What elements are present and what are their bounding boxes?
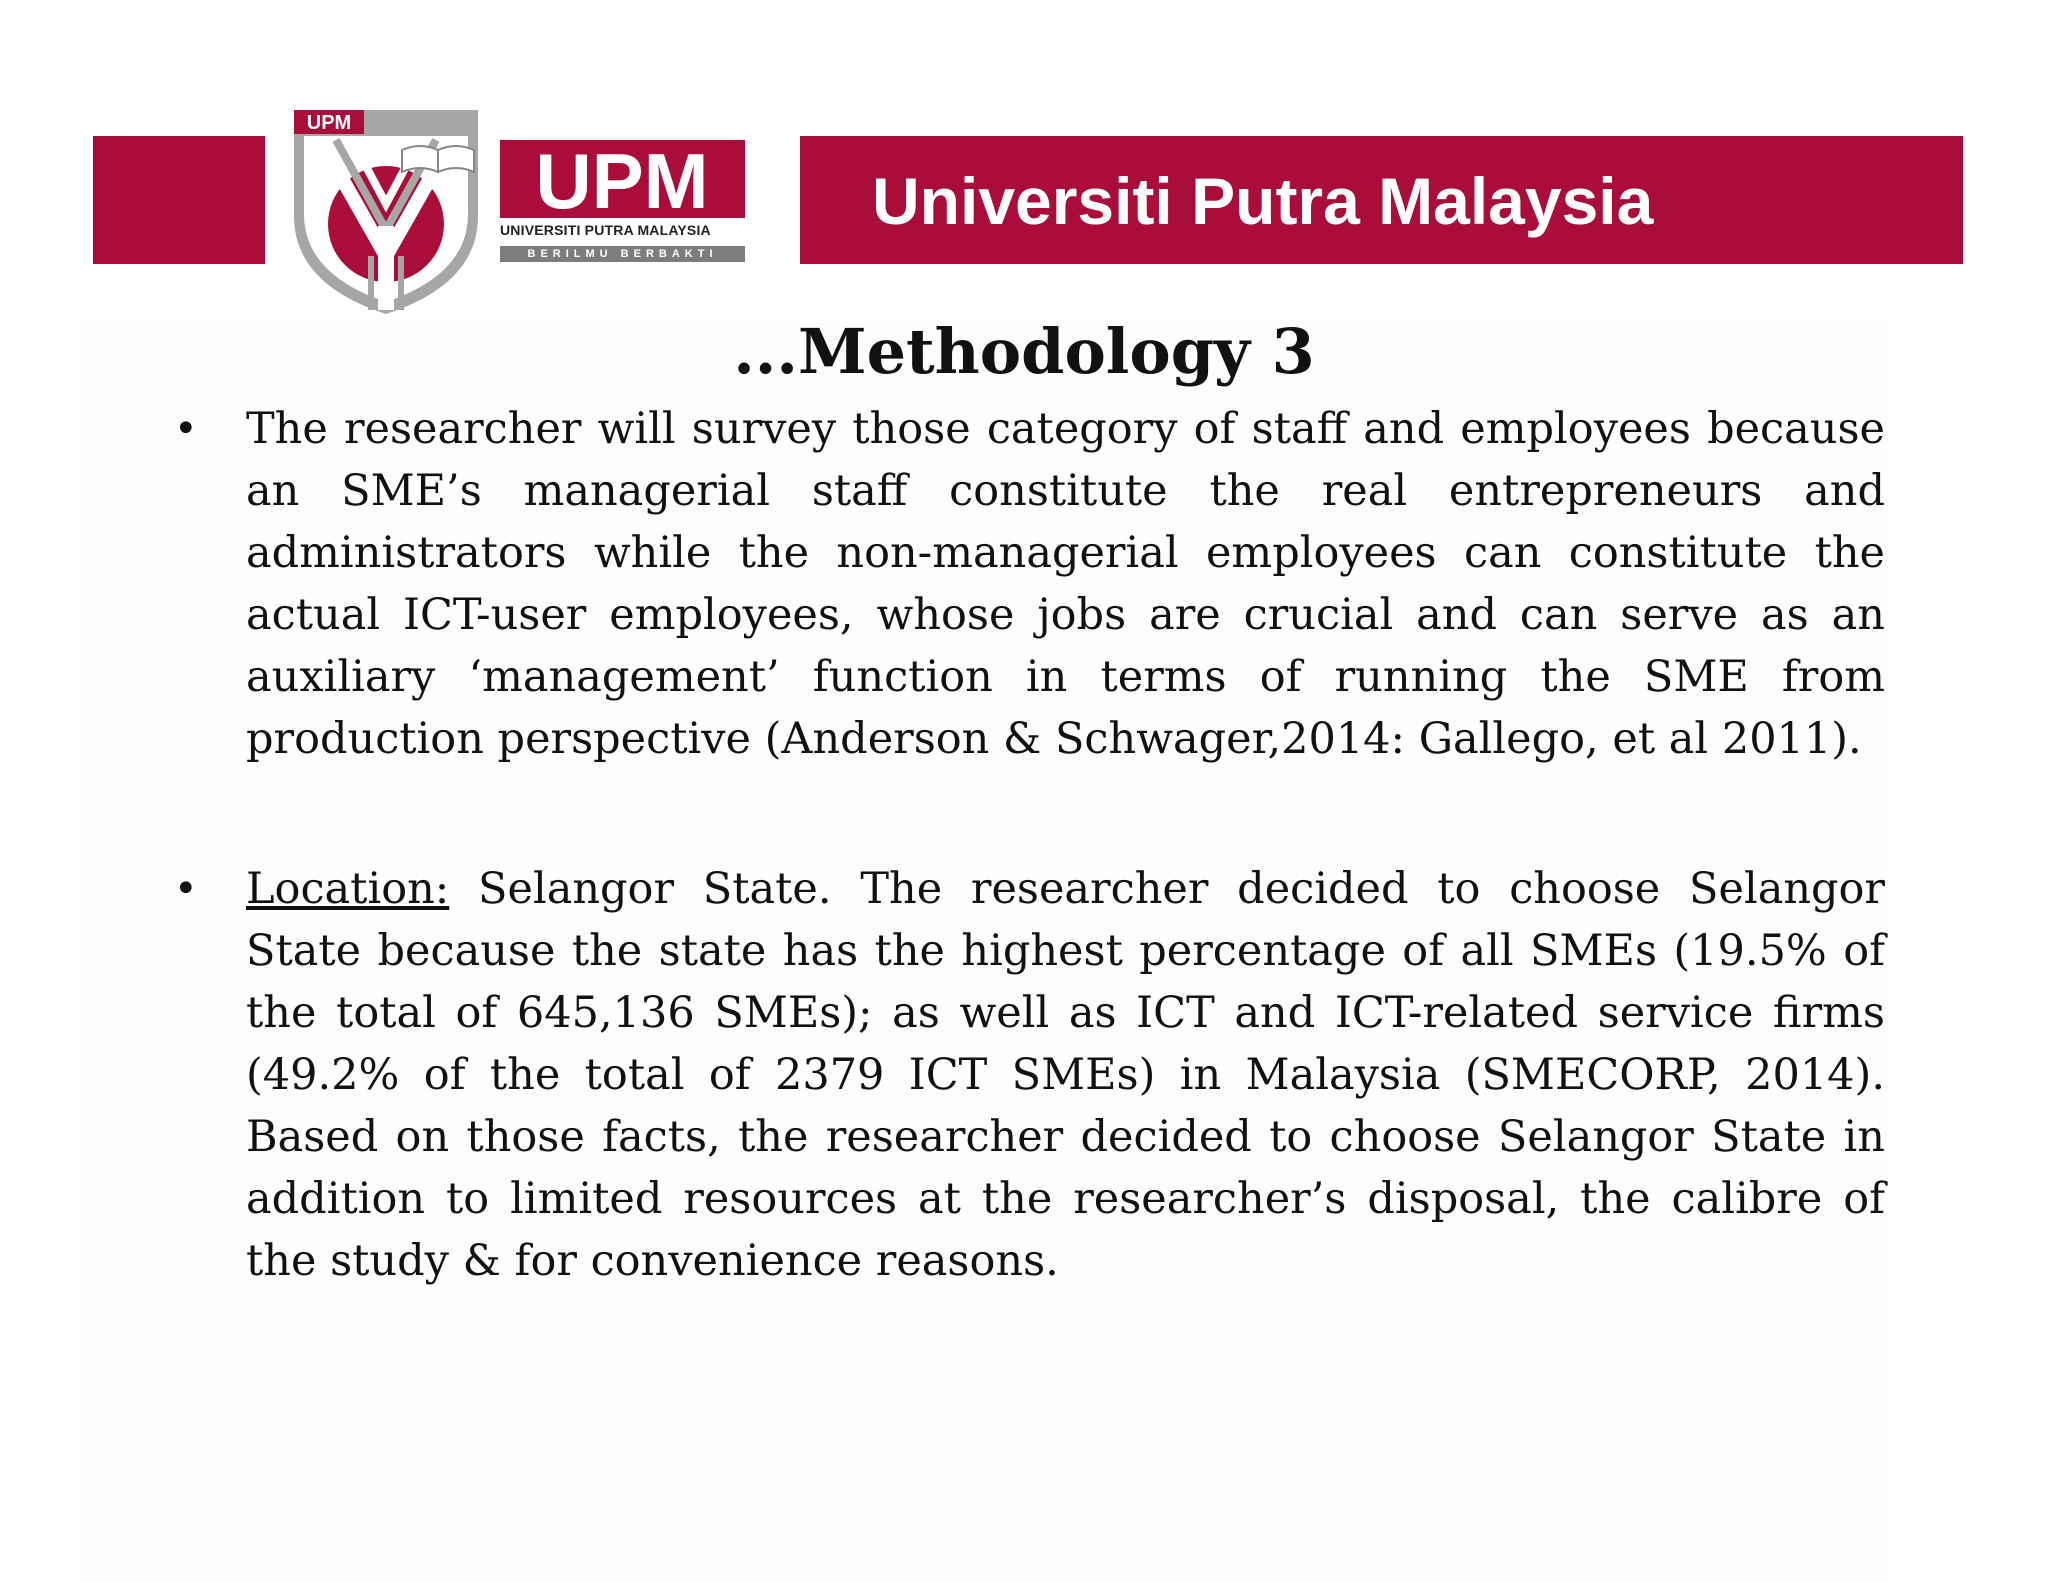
logo-subtitle: UNIVERSITI PUTRA MALAYSIA: [500, 222, 711, 238]
bullet-text: The researcher will survey those category of staff and employees because an SME’s managerial staff constitute the real entrepreneurs and administrators while the non-managerial employees can constitute the actual ICT-user employees, whose jobs are crucial and can serve as an auxiliary ‘management’ function in terms of running the SME from production perspective (Anderson & Schwager,2014: Gallego, et al 2011).: [246, 404, 1885, 764]
bullet-list: [170, 398, 1885, 1292]
upm-crest-icon: [290, 106, 482, 316]
upm-wordmark: [500, 140, 745, 218]
bullet-icon: •: [174, 406, 198, 452]
header-band-left: [93, 136, 265, 264]
logo-motto: BERILMU BERBAKTI: [500, 246, 745, 262]
bullet-text: Selangor State. The researcher decided to choose Selangor State because the state has the highest percentage of all SMEs (19.5% of the total of 645,136 SMEs); as well as ICT and ICT-related service firms (49.2% of the total of 2379 ICT SMEs) in Malaysia (SMECORP, 2014). Based on those facts, the researcher decided to choose Selangor State in addition to limited resources at the researcher’s disposal, the calibre of the study & for convenience reasons.: [246, 864, 1885, 1286]
bullet-item: [170, 858, 1885, 1292]
bullet-item: [170, 398, 1885, 770]
crest-badge-text: UPM: [306, 112, 352, 134]
slide-title: ...Methodology 3: [733, 315, 1315, 388]
bullet-label: Location:: [246, 864, 450, 914]
upm-wordmark-text: UPM: [535, 140, 709, 218]
bullet-icon: •: [174, 866, 198, 912]
banner-title: Universiti Putra Malaysia: [872, 164, 1654, 238]
